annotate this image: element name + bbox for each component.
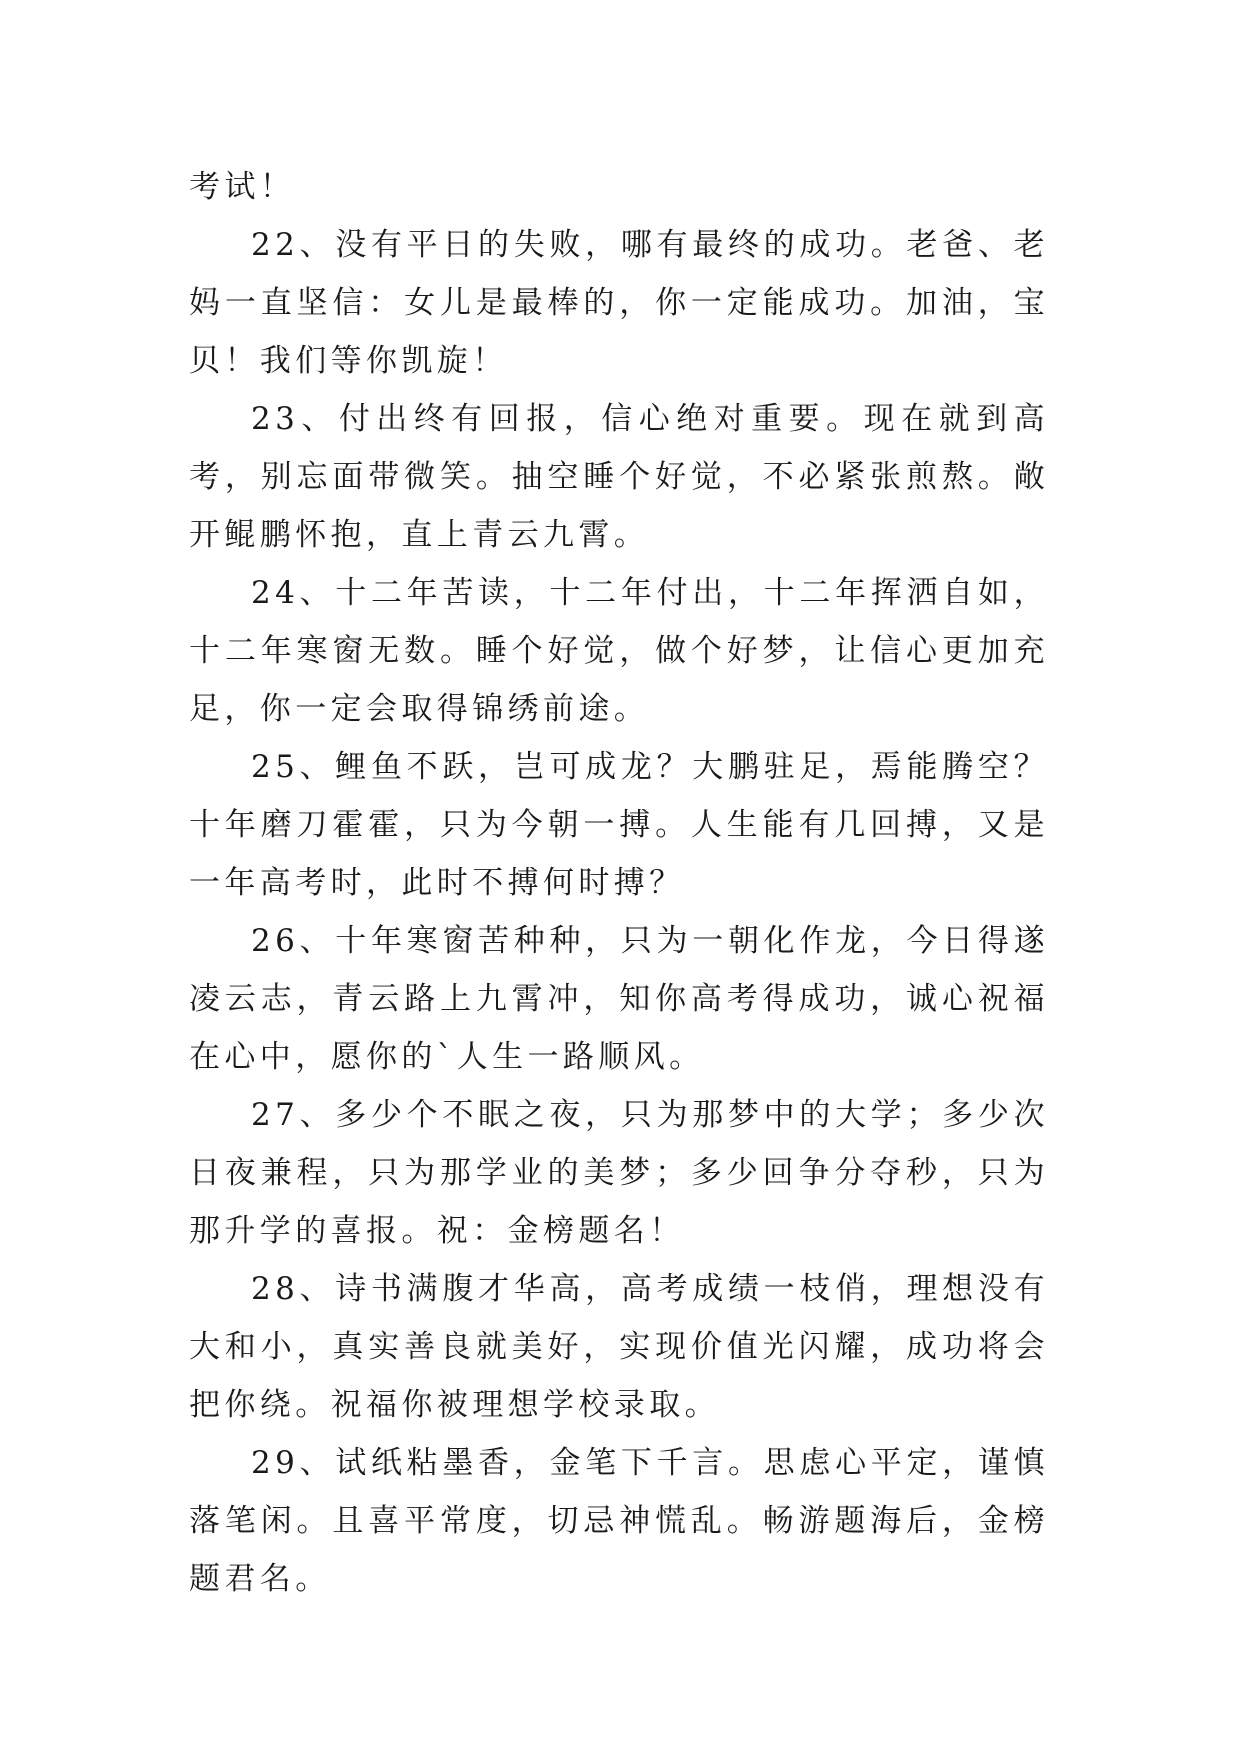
- paragraph-continuation: 考试！: [189, 169, 296, 205]
- paragraph-29: 29、试纸粘墨香，金笔下千言。思虑心平定，谨慎落笔闲。且喜平常度，切忌神慌乱。畅游题海后，金榜题君名。: [189, 1445, 1049, 1597]
- paragraph-27: 27、多少个不眠之夜，只为那梦中的大学；多少次日夜兼程，只为那学业的美梦；多少回争分夺秒，只为那升学的喜报。祝：金榜题名！: [189, 1097, 1049, 1249]
- paragraph-28: 28、诗书满腹才华高，高考成绩一枝俏，理想没有大和小，真实善良就美好，实现价值光闪耀，成功将会把你绕。祝福你被理想学校录取。: [189, 1271, 1049, 1423]
- paragraph-26: 26、十年寒窗苦种种，只为一朝化作龙，今日得遂凌云志，青云路上九霄冲，知你高考得成功，诚心祝福在心中，愿你的`人生一路顺风。: [189, 923, 1049, 1075]
- document-body: [189, 158, 1049, 1608]
- paragraph-25: 25、鲤鱼不跃，岂可成龙？大鹏驻足，焉能腾空？十年磨刀霍霍，只为今朝一搏。人生能有几回搏，又是一年高考时，此时不搏何时搏？: [189, 749, 1049, 901]
- paragraph-22: 22、没有平日的失败，哪有最终的成功。老爸、老妈一直坚信：女儿是最棒的，你一定能成功。加油，宝贝！我们等你凯旋！: [189, 227, 1049, 379]
- paragraph-23: 23、付出终有回报，信心绝对重要。现在就到高考，别忘面带微笑。抽空睡个好觉，不必紧张煎熬。敞开鲲鹏怀抱，直上青云九霄。: [189, 401, 1049, 553]
- paragraph-24: 24、十二年苦读，十二年付出，十二年挥洒自如，十二年寒窗无数。睡个好觉，做个好梦，让信心更加充足，你一定会取得锦绣前途。: [189, 575, 1049, 727]
